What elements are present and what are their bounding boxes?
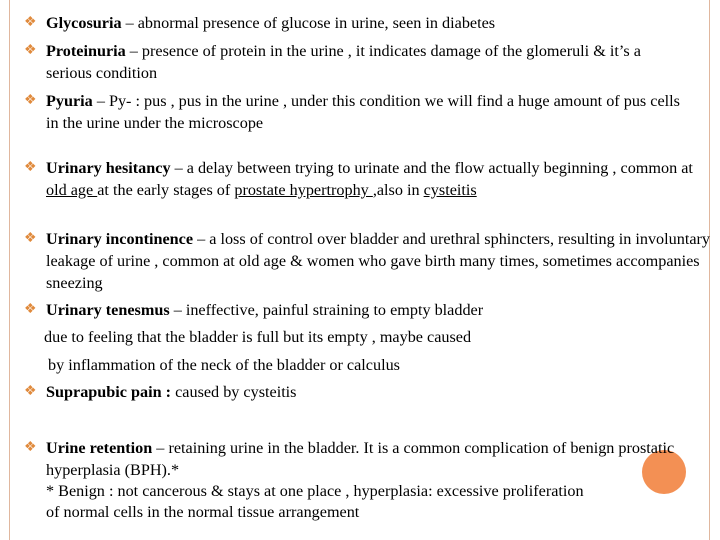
list-item-glycosuria — [24, 12, 710, 34]
list-item-pyuria — [24, 90, 694, 134]
term: Suprapubic pain : — [46, 383, 172, 401]
definition: – retaining urine in the bladder. It is a common complication of benign prostatic hyperplasia (BPH).* — [46, 439, 675, 479]
definition: – Py- : pus , pus in the urine , under this condition we will find a huge amount of pus cells in the urine under the microscope — [46, 92, 680, 132]
term: Pyuria — [46, 92, 93, 110]
underlined-old-age: old age — [46, 181, 98, 199]
tenesmus-continuation-1: due to feeling that the bladder is full but its empty , maybe caused — [44, 328, 472, 346]
term: Urinary hesitancy — [46, 159, 171, 177]
diamond-bullet-icon: ❖ — [24, 231, 37, 246]
list-item-proteinuria — [24, 40, 664, 84]
diamond-bullet-icon: ❖ — [24, 302, 37, 317]
underlined-prostate-hypertrophy: prostate hypertrophy — [234, 181, 373, 199]
footnote-line-1: * Benign : not cancerous & stays at one place , hyperplasia: excessive proliferation — [46, 482, 584, 500]
definition-part: – a delay between trying to urinate and the flow actually beginning , common at — [170, 159, 693, 177]
definition-part: ,also in — [372, 181, 424, 199]
list-item-urinary-hesitancy — [24, 157, 710, 201]
footnote-line-2: of normal cells in the normal tissue arrangement — [46, 503, 360, 521]
diamond-bullet-icon: ❖ — [24, 440, 37, 455]
definition: – presence of protein in the urine , it indicates damage of the glomeruli & it’s a serious condition — [46, 42, 641, 82]
definition-part: at the early stages of — [97, 181, 235, 199]
term: Urinary incontinence — [46, 230, 194, 248]
diamond-bullet-icon: ❖ — [24, 384, 37, 399]
slide-border-left — [9, 0, 10, 540]
list-item-urinary-incontinence — [24, 228, 710, 294]
diamond-bullet-icon: ❖ — [24, 160, 37, 175]
tenesmus-continuation-2: by inflammation of the neck of the bladder or calculus — [48, 356, 400, 374]
definition: – a loss of control over bladder and urethral sphincters, resulting in involuntary leakage of urine , common at old age & women who gave birth many times, sometimes accompanies sneezing — [46, 230, 711, 292]
definition: – abnormal presence of glucose in urine, seen in diabetes — [121, 14, 496, 32]
diamond-bullet-icon: ❖ — [24, 93, 37, 108]
term: Glycosuria — [46, 14, 122, 32]
list-item-suprapubic-pain — [24, 381, 710, 403]
term: Urinary tenesmus — [46, 301, 170, 319]
diamond-bullet-icon: ❖ — [24, 15, 37, 30]
list-item-urinary-tenesmus — [24, 299, 710, 321]
definition: caused by cysteitis — [171, 383, 297, 401]
term: Urine retention — [46, 439, 153, 457]
list-item-urine-retention — [24, 437, 710, 481]
diamond-bullet-icon: ❖ — [24, 43, 37, 58]
underlined-cysteitis: cysteitis — [423, 181, 477, 199]
definition: – ineffective, painful straining to empty bladder — [169, 301, 484, 319]
term: Proteinuria — [46, 42, 126, 60]
